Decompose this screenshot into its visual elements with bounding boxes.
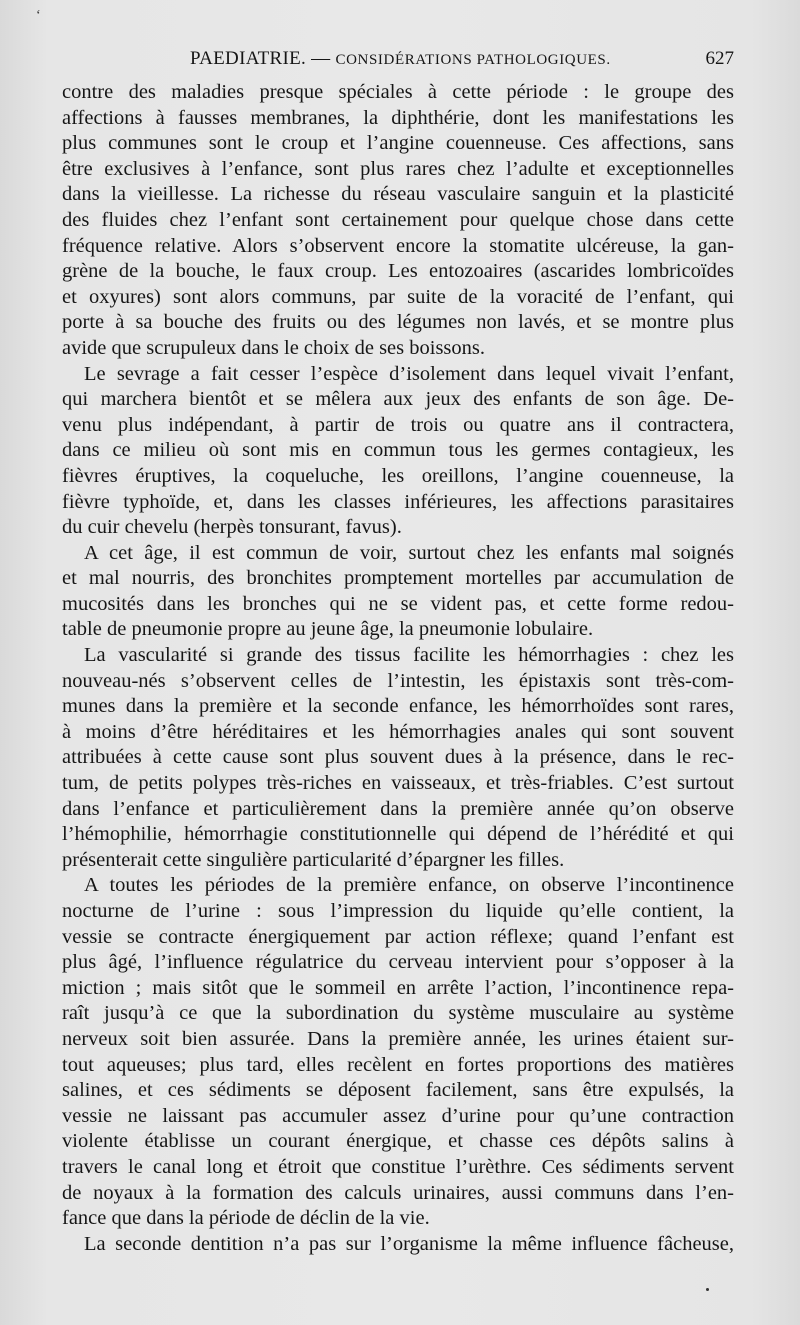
text-line: de noyaux à la formation des calculs urinaires, aussi communs dans l’en- — [62, 1181, 734, 1204]
text-line: dans l’enfance et particulièrement dans la première année qu’on observe — [62, 797, 734, 820]
text-line: fréquence relative. Alors s’observent encore la stomatite ulcéreuse, la gan- — [62, 234, 734, 257]
text-line: dans la vieillesse. La richesse du réseau vasculaire sanguin et la plasticité — [62, 183, 734, 206]
text-line: salines, et ces sédiments se déposent facilement, sans être expulsés, la — [62, 1079, 734, 1102]
text-line: nocturne de l’urine : sous l’impression du liquide qu’elle contient, la — [62, 900, 734, 922]
text-line: La seconde dentition n’a pas sur l’organisme la même influence fâcheuse, — [84, 1232, 734, 1255]
text-line: violente établisse un courant énergique, et chasse ces dépôts salins à — [62, 1130, 734, 1153]
text-line: porte à sa bouche des fruits ou des légumes non lavés, et se montre plus — [62, 311, 734, 334]
text-line: dans ce milieu où sont mis en commun tous les germes contagieux, les — [62, 439, 734, 462]
text-line: du cuir chevelu (herpès tonsurant, favus). — [62, 516, 402, 539]
text-line: Le sevrage a fait cesser l’espèce d’isolement dans lequel vivait l’enfant, — [84, 362, 734, 385]
paragraph — [62, 80, 734, 362]
page-number: 627 — [705, 48, 734, 69]
text-line: fièvres éruptives, la coqueluche, les oreillons, l’angine couenneuse, la — [62, 464, 734, 487]
text-line: nouveau-nés s’observent celles de l’intestin, les épistaxis sont très-com- — [62, 669, 734, 692]
paragraph — [62, 873, 734, 1231]
text-line: vessie se contracte énergiquement par action réflexe; quand l’enfant est — [62, 925, 734, 948]
text-line: être exclusives à l’enfance, sont plus rares chez l’adulte et exceptionnelles — [62, 157, 734, 180]
text-line: attribuées à cette cause sont plus souvent dues à la présence, dans le rec- — [62, 746, 734, 769]
running-title — [190, 48, 611, 70]
text-line: travers le canal long et étroit que constitue l’urèthre. Ces sédiments servent — [62, 1155, 734, 1178]
paragraph — [62, 1232, 734, 1258]
text-line: nerveux soit bien assurée. Dans la première année, les urines étaient sur- — [62, 1027, 734, 1050]
text-line: mucosités dans les bronches qui ne se vident pas, et cette forme redou- — [62, 592, 734, 615]
text-line: tout aqueuses; plus tard, elles recèlent en fortes proportions des matières — [62, 1053, 734, 1076]
running-title-sub: CONSIDÉRATIONS PATHOLOGIQUES. — [335, 52, 611, 68]
text-line: avide que scrupuleux dans le choix de ses boissons. — [62, 336, 486, 359]
text-line: tum, de petits polypes très-riches en vaisseaux, et très-friables. C’est surtout — [62, 772, 734, 795]
paragraph — [62, 541, 734, 643]
text-line: à moins d’être héréditaires et les hémorrhagies anales qui sont souvent — [62, 720, 734, 743]
text-line: La vascularité si grande des tissus facilite les hémorrhagies : chez les — [84, 644, 734, 667]
text-line: l’hémophilie, hémorrhagie constitutionnelle qui dépend de l’hérédité et qui — [62, 823, 734, 846]
text-line: contre des maladies presque spéciales à cette période : le groupe des — [62, 81, 734, 103]
text-line: miction ; mais sitôt que le sommeil en arrête l’action, l’incontinence repa- — [62, 976, 734, 999]
running-title-main: PAEDIATRIE. — [190, 48, 307, 69]
text-line: vessie ne laissant pas accumuler assez d’urine pour qu’une contraction — [62, 1104, 734, 1127]
text-line: table de pneumonie propre au jeune âge, la pneumonie lobulaire. — [62, 618, 594, 641]
ink-speck — [706, 1288, 709, 1291]
text-line: plus communes sont le croup et l’angine couenneuse. Ces affections, sans — [62, 132, 734, 155]
text-line: des fluides chez l’enfant sont certainement pour quelque chose dans cette — [62, 208, 734, 231]
text-line: munes dans la première et la seconde enfance, les hémorrhoïdes sont rares, — [62, 695, 734, 718]
text-line: A toutes les périodes de la première enfance, on observe l’incontinence — [84, 874, 734, 897]
text-line: qui marchera bientôt et se mêlera aux jeux des enfants de son âge. De- — [62, 388, 734, 411]
text-line: affections à fausses membranes, la diphthérie, dont les manifestations les — [62, 106, 734, 129]
text-line: et mal nourris, des bronchites promptement mortelles par accumulation de — [62, 567, 734, 590]
running-header — [62, 48, 734, 74]
text-line: raît jusqu’à ce que la subordination du système musculaire au système — [62, 1002, 734, 1025]
text-line: fièvre typhoïde, et, dans les classes inférieures, les affections parasitaires — [62, 490, 734, 513]
paragraph — [62, 643, 734, 873]
text-line: et oxyures) sont alors communs, par suite de la voracité de l’enfant, qui — [62, 285, 734, 308]
text-line: fance que dans la période de déclin de la vie. — [62, 1207, 430, 1230]
running-title-dash: — — [311, 48, 331, 69]
text-line: plus âgé, l’influence régulatrice du cerveau intervient pour s’opposer à la — [62, 951, 734, 974]
paragraph — [62, 362, 734, 541]
text-line: A cet âge, il est commun de voir, surtout chez les enfants mal soignés — [84, 541, 734, 564]
body-text — [62, 80, 734, 1257]
text-line: grène de la bouche, le faux croup. Les entozoaires (ascarides lombricoïdes — [62, 260, 734, 283]
corner-mark: ‘ — [36, 8, 41, 23]
text-line: présenterait cette singulière particularité d’épargner les filles. — [62, 848, 565, 871]
text-line: venu plus indépendant, à partir de trois ou quatre ans il contractera, — [62, 413, 734, 436]
